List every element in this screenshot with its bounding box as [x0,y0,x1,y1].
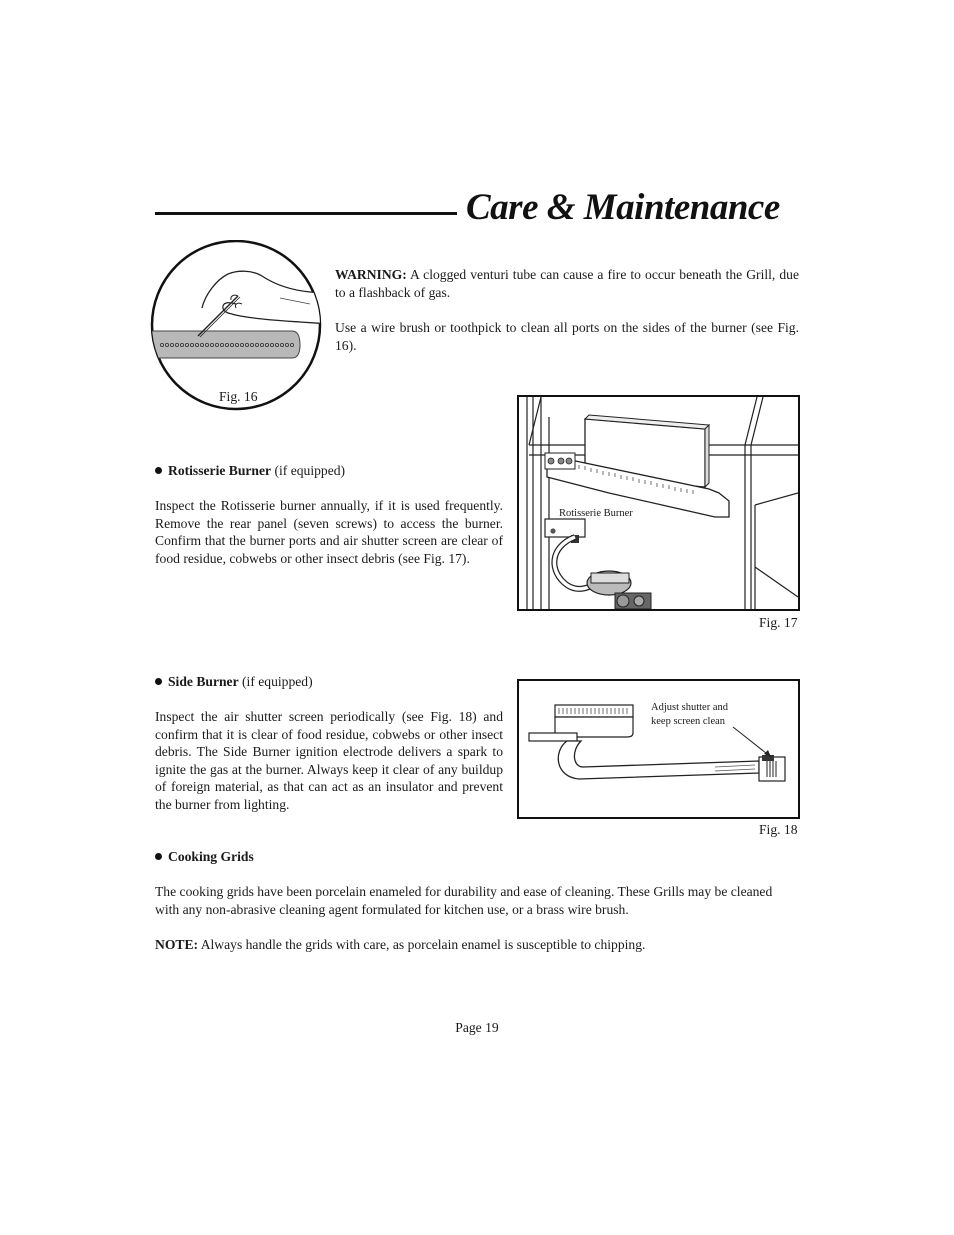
note-text: Always handle the grids with care, as porcelain enamel is susceptible to chipping. [198,937,646,952]
fig17-caption: Fig. 17 [759,615,798,630]
rotisserie-qualifier: (if equipped) [271,463,346,478]
fig18-caption: Fig. 18 [759,822,798,837]
cooking-grids-body: The cooking grids have been porcelain enameled for durability and ease of cleaning. These Grills may be cleaned with any non-abrasive cleaning agent formulated for kitchen use, or a brass wire brush. [155,884,773,917]
fig16-caption: Fig. 16 [219,389,258,404]
rotisserie-heading [155,462,345,479]
warning-text: A clogged venturi tube can cause a fire to occur beneath the Grill, due to a flashback of gas. [335,267,799,300]
fig18-label-line2: keep screen clean [651,716,726,727]
side-burner-heading-label: Side Burner [168,674,239,689]
bullet-icon [155,467,162,474]
side-burner-heading [155,673,313,690]
fig17-rotisserie-illustration [519,397,798,609]
warning-paragraph [335,266,799,301]
fig18-callout-label [651,701,728,729]
rotisserie-body: Inspect the Rotisserie burner annually, if it is used frequently. Remove the rear panel (seven screws) to access the burner. Confirm that the burner ports and air shutter screen are clear of food residue, cobwebs or other insect debris (see Fig. 17). [155,498,503,566]
bullet-icon [155,678,162,685]
fig18-label-line1: Adjust shutter and [651,702,728,713]
cooking-grids-note [155,936,795,954]
warning-label: WARNING: [335,267,407,282]
note-label: NOTE: [155,937,199,952]
cleaning-instruction: Use a wire brush or toothpick to clean all ports on the sides of the burner (see Fig. 16). [335,320,799,353]
cooking-grids-heading [155,848,254,865]
title-rule [155,212,457,215]
page-number: Page 19 [455,1020,499,1035]
cooking-grids-heading-label: Cooking Grids [168,849,254,864]
bullet-icon [155,853,162,860]
fig17-frame [517,395,800,611]
fig17-callout-label: Rotisserie Burner [559,508,633,519]
fig18-frame [517,679,800,819]
side-burner-body: Inspect the air shutter screen periodically (see Fig. 18) and confirm that it is clear of food residue, cobwebs or other insect debris. The Side Burner ignition electrode delivers a spark to ignite the gas at the burner. Always keep it clear of any buildup of foreign material, as that can act as an insulator and prevent the burner from lighting. [155,709,503,812]
rotisserie-heading-label: Rotisserie Burner [168,463,272,478]
side-burner-qualifier: (if equipped) [238,674,313,689]
page-title: Care & Maintenance [466,187,780,228]
